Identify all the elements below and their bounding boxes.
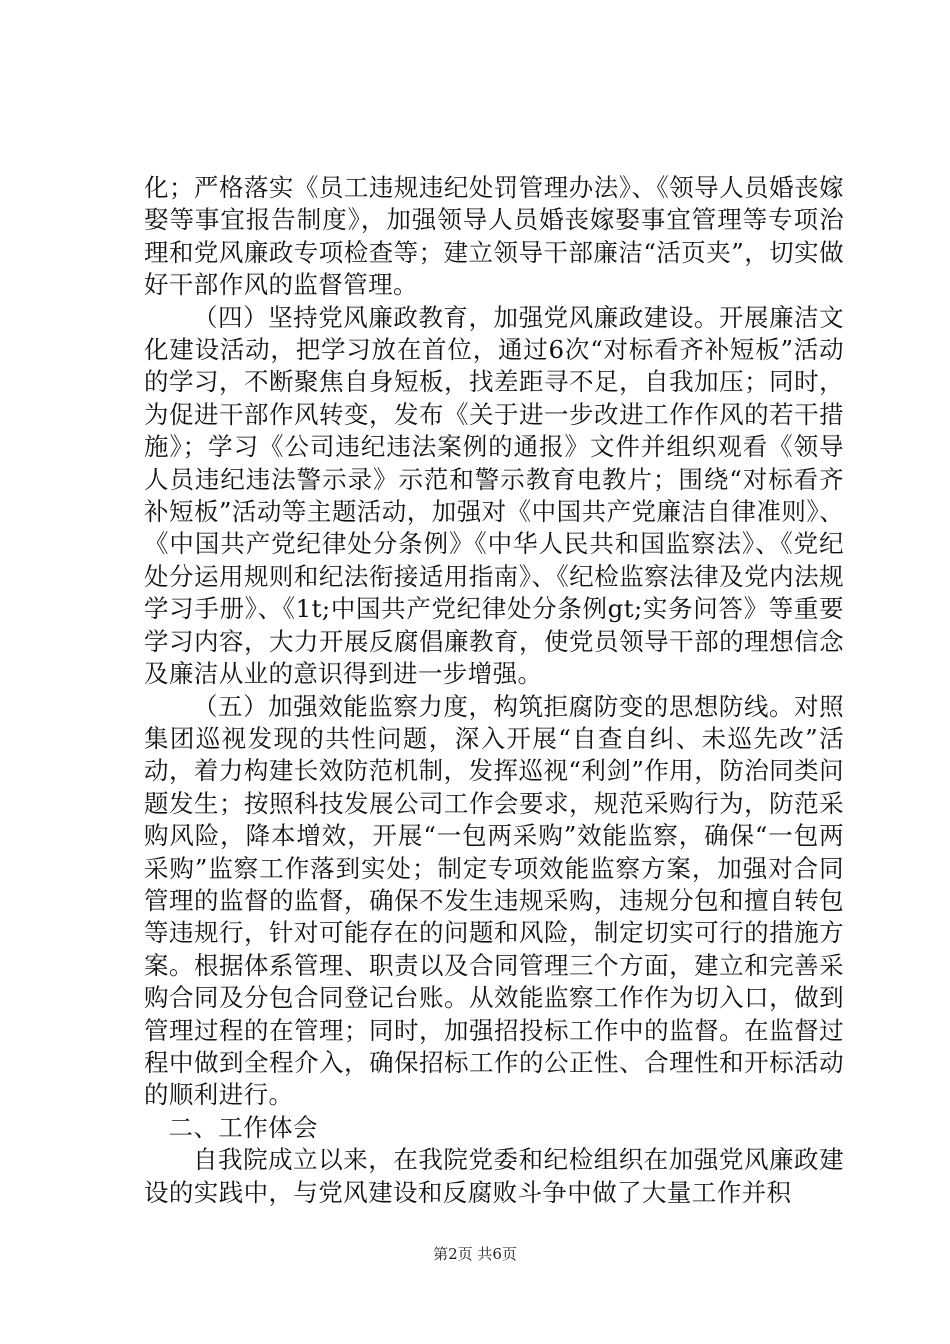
page-number-footer: 第2页 共6页	[433, 1245, 517, 1263]
paragraph-section-5: （五）加强效能监察力度，构筑拒腐防变的思想防线。对照集团巡视发现的共性问题，深入开展“自查自纠、未巡先改”活动，着力构建长效防范机制，发挥巡视“利剑”作用，防治同类问题发生；按照科技发展公司工作会要求，规范采购行为，防范采购风险，降本增效，开展“一包两采购”效能监察，确保“一包两采购”监察工作落到实处；制定专项效能监察方案，加强对合同管理的监督的监督，确保不发生违规采购，违规分包和擅自转包等违规行，针对可能存在的问题和风险，制定切实可行的措施方案。根据体系管理、职责以及合同管理三个方面，建立和完善采购合同及分包合同登记台账。从效能监察工作作为切入口，做到管理过程的在管理；同时，加强招投标工作中的监督。在监督过程中做到全程介入，确保招标工作的公正性、合理性和开标活动的顺利进行。	[144, 691, 844, 1110]
paragraph-section-4: （四）坚持党风廉政教育，加强党风廉政建设。开展廉洁文化建设活动，把学习放在首位，通过6次“对标看齐补短板”活动的学习，不断聚焦自身短板，找差距寻不足，自我加压；同时，为促进干部作风转变，发布《关于进一步改进工作作风的若干措施》；学习《公司违纪违法案例的通报》文件并组织观看《领导人员违纪违法警示录》示范和警示教育电教片；围绕“对标看齐补短板”活动等主题活动，加强对《中国共产党廉洁自律准则》、《中国共产党纪律处分条例》《中华人民共和国监察法》、《党纪处分运用规则和纪法衔接适用指南》、《纪检监察法律及党内法规学习手册》、《1t;中国共产党纪律处分条例gt;实务问答》等重要学习内容，大力开展反腐倡廉教育，使党员领导干部的理想信念及廉洁从业的意识得到进一步增强。	[144, 302, 844, 689]
section-heading-work-experience: 二、工作体会	[168, 1112, 318, 1142]
paragraph-work-experience: 自我院成立以来，在我院党委和纪检组织在加强党风廉政建设的实践中，与党风建设和反腐败斗争中做了大量工作并积	[144, 1145, 844, 1207]
paragraph-continuation: 化；严格落实《员工违规违纪处罚管理办法》、《领导人员婚丧嫁娶等事宜报告制度》，加强领导人员婚丧嫁娶事宜管理等专项治理和党风廉政专项检查等；建立领导干部廉洁“活页夹”，切实做好干部作风的监督管理。	[144, 173, 844, 300]
document-body	[144, 172, 844, 1209]
